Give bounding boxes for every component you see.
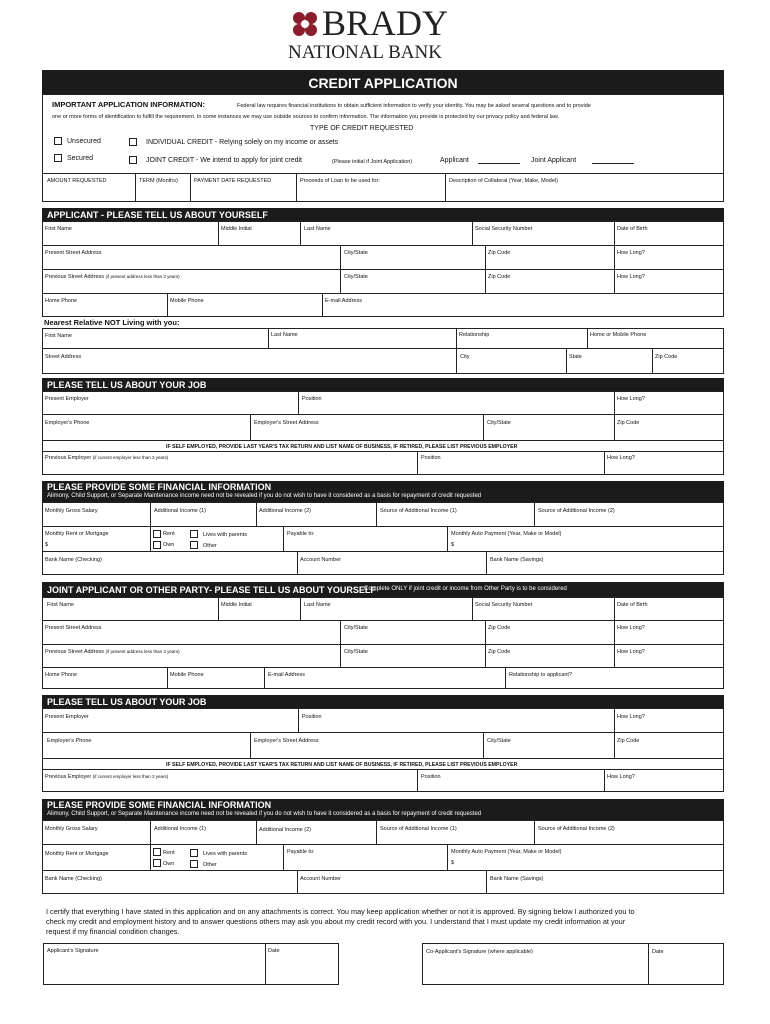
divider — [167, 293, 168, 317]
relationship-to-applicant-label: Relationship to applicant? — [509, 672, 572, 678]
joint-job-how-long-label: How Long? — [617, 714, 645, 720]
joint-last-name-label: Last Name — [304, 602, 331, 608]
divider — [614, 414, 615, 440]
certification-line2: check my credit and employment history and to answer questions others may ask you about my credit record with you. I understand that I must update my credit information at your — [46, 917, 626, 926]
ssn-label: Social Security Number — [475, 226, 533, 232]
other-label: Other — [203, 543, 217, 549]
divider — [42, 644, 724, 645]
joint-financial-header — [42, 799, 724, 820]
joint-own-label: Own — [163, 861, 175, 867]
joint-gross-salary-label: Monthly Gross Salary — [45, 826, 98, 832]
present-employer-label: Present Employer — [45, 396, 89, 402]
joint-other-checkbox[interactable] — [190, 860, 198, 868]
joint-lives-with-parents-checkbox[interactable] — [190, 849, 198, 857]
divider — [264, 667, 265, 689]
divider — [376, 820, 377, 844]
divider — [417, 451, 418, 475]
divider — [614, 391, 615, 414]
divider — [604, 451, 605, 475]
divider — [150, 820, 151, 844]
individual-credit-label: INDIVIDUAL CREDIT - Relying solely on my income or assets — [146, 139, 339, 146]
divider — [472, 597, 473, 620]
previous-employer-note: (if current employer less than 3 years) — [92, 455, 169, 460]
divider — [447, 526, 448, 551]
applicant-initial-line[interactable] — [478, 163, 520, 164]
divider — [300, 221, 301, 245]
brand-subname: NATIONAL BANK — [288, 42, 442, 63]
previous-position-label: Position — [421, 455, 441, 461]
joint-account-number-label: Account Number — [300, 876, 341, 882]
joint-applicant-initial-label: Joint Applicant — [531, 157, 577, 164]
divider — [614, 620, 615, 667]
own-label: Own — [163, 542, 175, 548]
joint-additional-income-2-label: Additional Income (2) — [259, 827, 311, 833]
divider — [256, 820, 257, 844]
street-label: Present Street Address — [45, 250, 102, 256]
own-checkbox[interactable] — [153, 541, 161, 549]
divider — [42, 870, 724, 871]
joint-previous-employer-note: (if current employer less than 3 years) — [92, 774, 169, 779]
proceeds-label: Proceeds of Loan to be used for: — [300, 178, 380, 184]
applicant-heading: APPLICANT - PLEASE TELL US ABOUT YOURSELF — [47, 210, 268, 220]
employer-phone-label: Employer's Phone — [45, 420, 90, 426]
divider — [42, 269, 724, 270]
divider — [42, 348, 724, 349]
applicant-signature-label: Applicant's Signature — [47, 948, 99, 954]
previous-employer-label — [45, 454, 168, 462]
divider — [218, 597, 219, 620]
divider — [250, 414, 251, 440]
page-title: CREDIT APPLICATION — [308, 75, 458, 91]
joint-employer-zip-label: Zip Code — [617, 738, 640, 744]
joint-header — [42, 582, 724, 597]
payment-date-label: PAYMENT DATE REQUESTED — [194, 178, 272, 184]
joint-auto-payment-label: Monthly Auto Payment (Year, Make or Model) — [451, 849, 562, 855]
divider — [587, 328, 588, 348]
joint-prev-street-text: Previous Street Address — [45, 649, 105, 655]
rent-mortgage-dollar: $ — [45, 542, 49, 548]
coapplicant-signature-label: Co-Applicant's Signature (where applicable) — [426, 949, 533, 955]
joint-job-header — [42, 695, 724, 708]
joint-note: Complete ONLY if joint credit or income from Other Party is to be considered — [364, 586, 567, 592]
joint-lives-with-parents-label: Lives with parents — [203, 851, 248, 857]
divider — [505, 667, 506, 689]
job-heading: PLEASE TELL US ABOUT YOUR JOB — [47, 380, 207, 390]
divider — [298, 708, 299, 732]
lives-with-parents-checkbox[interactable] — [190, 530, 198, 538]
divider — [150, 844, 151, 870]
intro-line1: Federal law requires financial institutions to obtain sufficient information to verify your identity. You may be asked several questions and to provide — [237, 103, 591, 109]
divider — [456, 348, 457, 374]
title-bar — [42, 70, 724, 94]
term-label: TERM (Months) — [139, 178, 178, 184]
divider — [614, 732, 615, 758]
joint-position-label: Position — [302, 714, 322, 720]
relative-heading: Nearest Relative NOT Living with you: — [44, 318, 180, 327]
joint-credit-checkbox[interactable] — [129, 156, 137, 164]
zip-label: Zip Code — [488, 250, 511, 256]
joint-employer-street-label: Employer's Street Address — [254, 738, 319, 744]
coapplicant-date-label: Date — [652, 949, 664, 955]
divider — [483, 732, 484, 758]
lives-with-parents-label: Lives with parents — [203, 532, 248, 538]
divider — [566, 348, 567, 374]
auto-payment-dollar: $ — [451, 542, 455, 548]
divider — [614, 708, 615, 732]
divider — [218, 221, 219, 245]
divider — [485, 245, 486, 293]
credit-type-section — [42, 94, 724, 202]
prev-city-state-label: City/State — [344, 274, 368, 280]
payable-to-label: Payable to: — [287, 531, 315, 537]
relative-street-label: Street Address — [45, 354, 82, 360]
joint-present-employer-label: Present Employer — [45, 714, 89, 720]
divider — [534, 820, 535, 844]
joint-payable-to-label: Payable to: — [287, 849, 315, 855]
joint-other-label: Other — [203, 862, 217, 868]
divider — [42, 844, 724, 845]
relative-relationship-label: Relationship — [459, 332, 490, 338]
collateral-label: Description of Collateral (Year, Make, Model) — [449, 178, 558, 184]
joint-ssn-label: Social Security Number — [475, 602, 533, 608]
joint-home-phone-label: Home Phone — [45, 672, 78, 678]
joint-street-label: Present Street Address — [45, 625, 102, 631]
divider — [376, 502, 377, 526]
joint-credit-label: JOINT CREDIT - We intend to apply for joint credit — [146, 157, 303, 164]
self-employed-note: IF SELF EMPLOYED, PROVIDE LAST YEAR'S TAX RETURN AND LIST NAME OF BUSINESS, IF RETIRED, PLEASE LIST PREVIOUS EMPLOYER — [166, 444, 518, 450]
joint-mobile-phone-label: Mobile Phone — [170, 672, 204, 678]
intro-label: IMPORTANT APPLICATION INFORMATION: — [52, 100, 206, 109]
bank-logo-mark — [290, 9, 320, 39]
initial-note: (Please initial if Joint Application) — [332, 159, 413, 165]
relative-last-name-label: Last Name — [271, 332, 298, 338]
joint-auto-payment-dollar: $ — [451, 860, 455, 866]
joint-prev-zip-label: Zip Code — [488, 649, 511, 655]
divider — [486, 870, 487, 894]
joint-heading: JOINT APPLICANT OR OTHER PARTY- PLEASE TELL US ABOUT YOURSELF — [47, 585, 376, 595]
relative-zip-label: Zip Code — [655, 354, 678, 360]
prev-zip-label: Zip Code — [488, 274, 511, 280]
brand-name: BRADY — [322, 3, 449, 43]
joint-bank-checking-label: Bank Name (Checking) — [45, 876, 102, 882]
financial-note: Alimony, Child Support, or Separate Maintenance income need not be revealed if you do not wish to have it considered as a basis for repayment of credit requested — [47, 493, 482, 499]
job-how-long-label: How Long? — [617, 396, 645, 402]
divider — [283, 844, 284, 870]
divider — [483, 414, 484, 440]
source-income-2-label: Source of Additional Income (2) — [538, 508, 615, 514]
joint-applicant-initial-line[interactable] — [592, 163, 634, 164]
joint-rent-mortgage-label: Monthly Rent or Mortgage — [45, 851, 109, 857]
bank-savings-label: Bank Name (Savings) — [490, 557, 544, 563]
city-state-label: City/State — [344, 250, 368, 256]
divider — [42, 414, 724, 415]
middle-initial-label: Middle Initial — [221, 226, 252, 232]
joint-additional-income-1-label: Additional Income (1) — [154, 826, 206, 832]
joint-middle-initial-label: Middle Initial — [221, 602, 252, 608]
employer-city-state-label: City/State — [487, 420, 511, 426]
joint-employer-city-state-label: City/State — [487, 738, 511, 744]
divider — [296, 173, 297, 202]
divider — [485, 620, 486, 667]
rent-checkbox[interactable] — [153, 530, 161, 538]
prev-street-text: Previous Street Address — [45, 274, 105, 280]
rent-mortgage-label: Monthly Rent or Mortgage — [45, 531, 109, 537]
divider — [135, 173, 136, 202]
divider — [190, 173, 191, 202]
first-name-label: First Name — [45, 226, 72, 232]
joint-previous-how-long-label: How Long? — [607, 774, 635, 780]
joint-grid — [42, 597, 724, 689]
financial-header — [42, 481, 724, 502]
how-long-label: How Long? — [617, 250, 645, 256]
divider — [534, 502, 535, 526]
bank-logo — [288, 3, 478, 64]
gross-salary-label: Monthly Gross Salary — [45, 508, 98, 514]
joint-self-employed-note: IF SELF EMPLOYED, PROVIDE LAST YEAR'S TAX RETURN AND LIST NAME OF BUSINESS, IF RETIRED, PLEASE LIST PREVIOUS EMPLOYER — [166, 762, 518, 768]
joint-first-name-label: First Name — [47, 602, 74, 608]
divider — [150, 502, 151, 526]
divider — [486, 551, 487, 575]
divider — [42, 526, 724, 527]
account-number-label: Account Number — [300, 557, 341, 563]
bank-checking-label: Bank Name (Checking) — [45, 557, 102, 563]
employer-zip-label: Zip Code — [617, 420, 640, 426]
divider — [150, 526, 151, 551]
divider — [614, 221, 615, 245]
divider — [42, 173, 724, 174]
unsecured-checkbox[interactable] — [54, 137, 62, 145]
joint-city-state-label: City/State — [344, 625, 368, 631]
relative-first-name-label: First Name — [45, 333, 72, 339]
divider — [447, 844, 448, 870]
financial-heading: PLEASE PROVIDE SOME FINANCIAL INFORMATION — [47, 482, 272, 492]
joint-own-checkbox[interactable] — [153, 859, 161, 867]
divider — [417, 769, 418, 792]
divider — [297, 551, 298, 575]
divider — [652, 348, 653, 374]
divider — [340, 245, 341, 293]
joint-financial-heading: PLEASE PROVIDE SOME FINANCIAL INFORMATION — [47, 800, 272, 810]
certification-line1: I certify that everything I have stated in this application and on any attachments is correct. You may keep application whether or not it is approved. By signing below I authorized you to — [46, 907, 635, 916]
last-name-label: Last Name — [304, 226, 331, 232]
job-grid — [42, 391, 724, 475]
joint-source-income-2-label: Source of Additional Income (2) — [538, 826, 615, 832]
individual-credit-checkbox[interactable] — [129, 138, 137, 146]
job-header — [42, 378, 724, 391]
dob-label: Date of Birth — [617, 226, 648, 232]
divider — [297, 870, 298, 894]
joint-zip-label: Zip Code — [488, 625, 511, 631]
joint-previous-position-label: Position — [421, 774, 441, 780]
divider — [340, 620, 341, 667]
divider — [604, 769, 605, 792]
applicant-initial-label: Applicant — [440, 157, 469, 164]
joint-prev-street-note: (if present address less than 3 years) — [105, 649, 180, 654]
divider — [283, 526, 284, 551]
divider — [42, 732, 724, 733]
applicant-date-label: Date — [268, 948, 280, 954]
divider — [42, 667, 724, 668]
certification-line3: request if my financial condition changes. — [46, 927, 180, 936]
divider — [300, 597, 301, 620]
prev-street-label — [45, 273, 180, 281]
other-checkbox[interactable] — [190, 541, 198, 549]
joint-source-income-1-label: Source of Additional Income (1) — [380, 826, 457, 832]
divider — [42, 293, 724, 294]
divider — [42, 620, 724, 621]
divider — [42, 551, 724, 552]
additional-income-2-label: Additional Income (2) — [259, 508, 311, 514]
divider — [268, 328, 269, 348]
divider — [42, 440, 724, 441]
prev-street-note: (if present address less than 3 years) — [105, 274, 180, 279]
joint-rent-label: Rent — [163, 850, 175, 856]
additional-income-1-label: Additional Income (1) — [154, 508, 206, 514]
applicant-header — [42, 208, 724, 221]
joint-bank-savings-label: Bank Name (Savings) — [490, 876, 544, 882]
previous-employer-text: Previous Employer — [45, 455, 92, 461]
position-label: Position — [302, 396, 322, 402]
home-phone-label: Home Phone — [45, 298, 78, 304]
joint-rent-checkbox[interactable] — [153, 848, 161, 856]
divider — [614, 597, 615, 620]
previous-how-long-label: How Long? — [607, 455, 635, 461]
joint-job-heading: PLEASE TELL US ABOUT YOUR JOB — [47, 697, 207, 707]
email-label: E-mail Address — [325, 298, 362, 304]
credit-type-title: TYPE OF CREDIT REQUESTED — [310, 125, 414, 132]
secured-label: Secured — [67, 155, 94, 162]
joint-financial-note: Alimony, Child Support, or Separate Maintenance income need not be revealed if you do not wish to have it considered as a basis for repayment of credit requested — [47, 811, 482, 817]
divider — [472, 221, 473, 245]
joint-prev-how-long-label: How Long? — [617, 649, 645, 655]
prev-how-long-label: How Long? — [617, 274, 645, 280]
relative-city-label: City — [460, 354, 470, 360]
joint-how-long-label: How Long? — [617, 625, 645, 631]
auto-payment-label: Monthly Auto Payment (Year, Make or Model) — [451, 531, 562, 537]
divider — [42, 758, 724, 759]
amount-requested-label: AMOUNT REQUESTED — [47, 178, 107, 184]
source-income-1-label: Source of Additional Income (1) — [380, 508, 457, 514]
unsecured-label: Unsecured — [67, 138, 101, 145]
joint-previous-employer-text: Previous Employer — [45, 774, 92, 780]
divider — [250, 732, 251, 758]
rent-label: Rent — [163, 531, 175, 537]
divider — [298, 391, 299, 414]
joint-prev-city-state-label: City/State — [344, 649, 368, 655]
divider — [456, 328, 457, 348]
relative-state-label: State — [569, 354, 582, 360]
divider — [167, 667, 168, 689]
joint-dob-label: Date of Birth — [617, 602, 648, 608]
divider — [42, 451, 724, 452]
divider — [322, 293, 323, 317]
divider — [42, 769, 724, 770]
employer-street-label: Employer's Street Address — [254, 420, 319, 426]
joint-email-label: E-mail Address — [268, 672, 305, 678]
relative-phone-label: Home or Mobile Phone — [590, 332, 647, 338]
divider — [445, 173, 446, 202]
mobile-phone-label: Mobile Phone — [170, 298, 204, 304]
joint-previous-employer-label — [45, 773, 168, 781]
intro-line2: one or more forms of identification to fulfill the requirement. In some instances we may use outside sources to confirm information. The information you provide is protected by our privacy policy and federal law. — [52, 114, 560, 120]
divider — [256, 502, 257, 526]
divider — [614, 245, 615, 293]
secured-checkbox[interactable] — [54, 154, 62, 162]
divider — [42, 245, 724, 246]
joint-prev-street-label — [45, 648, 180, 656]
joint-employer-phone-label: Employer's Phone — [47, 738, 92, 744]
